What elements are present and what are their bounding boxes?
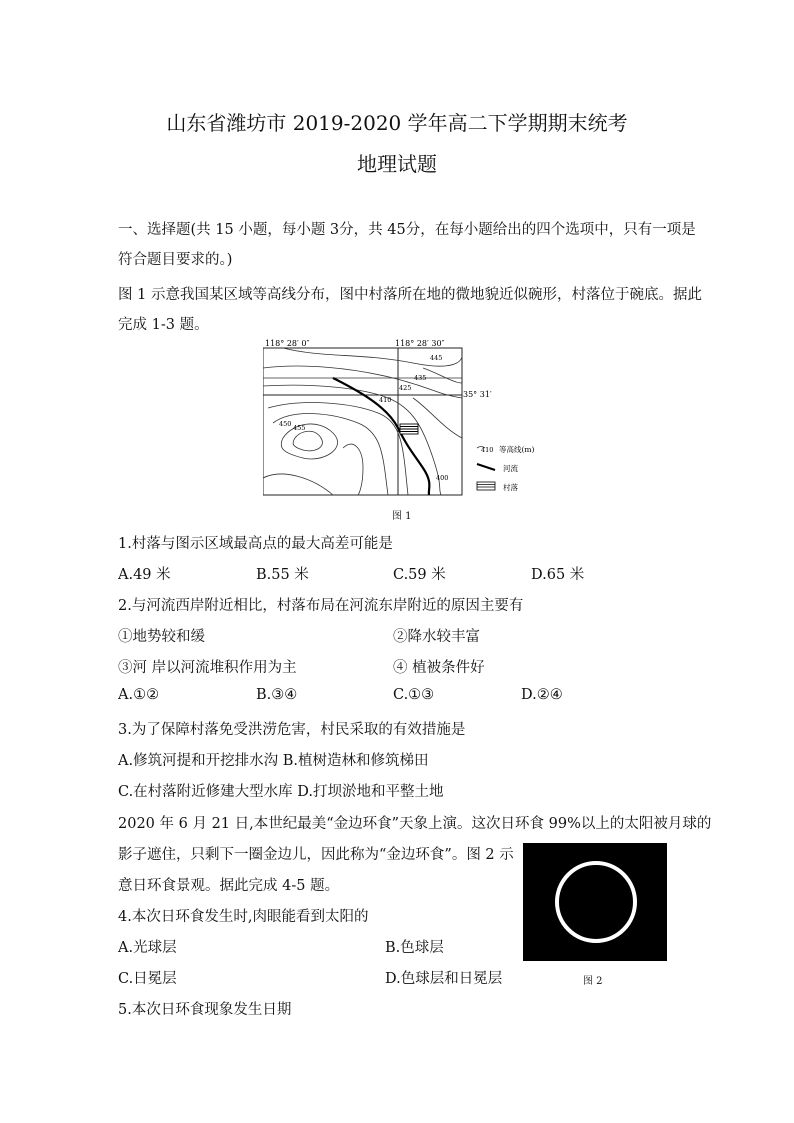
q2-stem: 2.与河流西岸附近相比，村落布局在河流东岸附近的原因主要有 (118, 598, 524, 614)
q2-statement-3: ③河 岸以河流堆积作用为主 (118, 660, 297, 676)
figure2-caption: 图 2 (583, 976, 603, 987)
q3-options-ab: A.修筑河提和开挖排水沟 B.植树造林和修筑梯田 (118, 753, 429, 769)
annular-eclipse-figure (523, 843, 667, 961)
legend-village-label: 村落 (503, 483, 518, 492)
q1-option-d: D.65 米 (531, 567, 585, 583)
passage2-line3: 意日环食景观。据此完成 4-5 题。 (118, 878, 340, 894)
section-intro-line1: 一、选择题(共 15 小题，每小题 3分，共 45分，在每小题给出的四个选项中，只有一项是 (118, 222, 696, 238)
section-intro-line2: 符合题目要求的。) (118, 252, 233, 268)
q2-option-a: A.①② (118, 687, 160, 703)
q1-option-a: A.49 米 (118, 567, 171, 583)
q5-stem: 5.本次日环食现象发生日期 (118, 1002, 292, 1018)
passage1-line2: 完成 1-3 题。 (118, 317, 209, 333)
q4-stem: 4.本次日环食发生时,肉眼能看到太阳的 (118, 909, 369, 925)
contour-label-425: 425 (399, 384, 412, 392)
q4-option-c: C.日冕层 (118, 971, 177, 987)
passage2-line1: 2020 年 6 月 21 日,本世纪最美“金边环食”天象上演。这次日环食 99%以上的太阳被月球的 (118, 816, 712, 832)
longitude-label-2: 118° 28′ 30″ (395, 339, 445, 348)
contour-label-400: 400 (436, 474, 449, 482)
legend-river-label: 河流 (503, 464, 518, 473)
q4-option-b: B.色球层 (385, 940, 444, 956)
contour-label-435: 435 (414, 374, 427, 382)
q3-stem: 3.为了保障村落免受洪涝危害，村民采取的有效措施是 (118, 722, 466, 738)
q2-statement-1: ①地势较和缓 (118, 629, 205, 645)
q2-option-d: D.②④ (521, 687, 563, 703)
longitude-label-1: 118° 28′ 0″ (265, 339, 310, 348)
page-title: 山东省潍坊市 2019-2020 学年高二下学期期末统考 (166, 111, 628, 135)
contour-label-450: 450 (279, 420, 292, 428)
page-subtitle: 地理试题 (357, 152, 437, 176)
contour-label-455: 455 (293, 424, 306, 432)
q2-statement-2: ②降水较丰富 (393, 629, 480, 645)
contour-map-figure (263, 338, 553, 498)
q2-option-b: B.③④ (256, 687, 298, 703)
q1-stem: 1.村落与图示区域最高点的最大高差可能是 (118, 536, 393, 552)
passage2-line2: 影子遮住，只剩下一圈金边儿，因此称为“金边环食”。图 2 示 (118, 847, 514, 863)
q2-statement-4: ④ 植被条件好 (393, 660, 485, 676)
latitude-label: 35° 31′ (463, 390, 492, 399)
q1-option-b: B.55 米 (256, 567, 309, 583)
figure1-caption: 图 1 (392, 511, 412, 522)
passage1-line1: 图 1 示意我国某区域等高线分布，图中村落所在地的微地貌近似碗形，村落位于碗底。据此 (118, 287, 702, 303)
q4-option-a: A.光球层 (118, 940, 177, 956)
q4-option-d: D.色球层和日冕层 (385, 971, 503, 987)
contour-label-445: 445 (430, 354, 443, 362)
q1-option-c: C.59 米 (393, 567, 446, 583)
q3-options-cd: C.在村落附近修建大型水库 D.打坝淤地和平整土地 (118, 784, 444, 800)
contour-label-410: 410 (379, 396, 392, 404)
legend-contour-number: 410 (481, 446, 494, 454)
q2-option-c: C.①③ (393, 687, 435, 703)
legend-contour-label: 等高线(m) (499, 445, 535, 454)
